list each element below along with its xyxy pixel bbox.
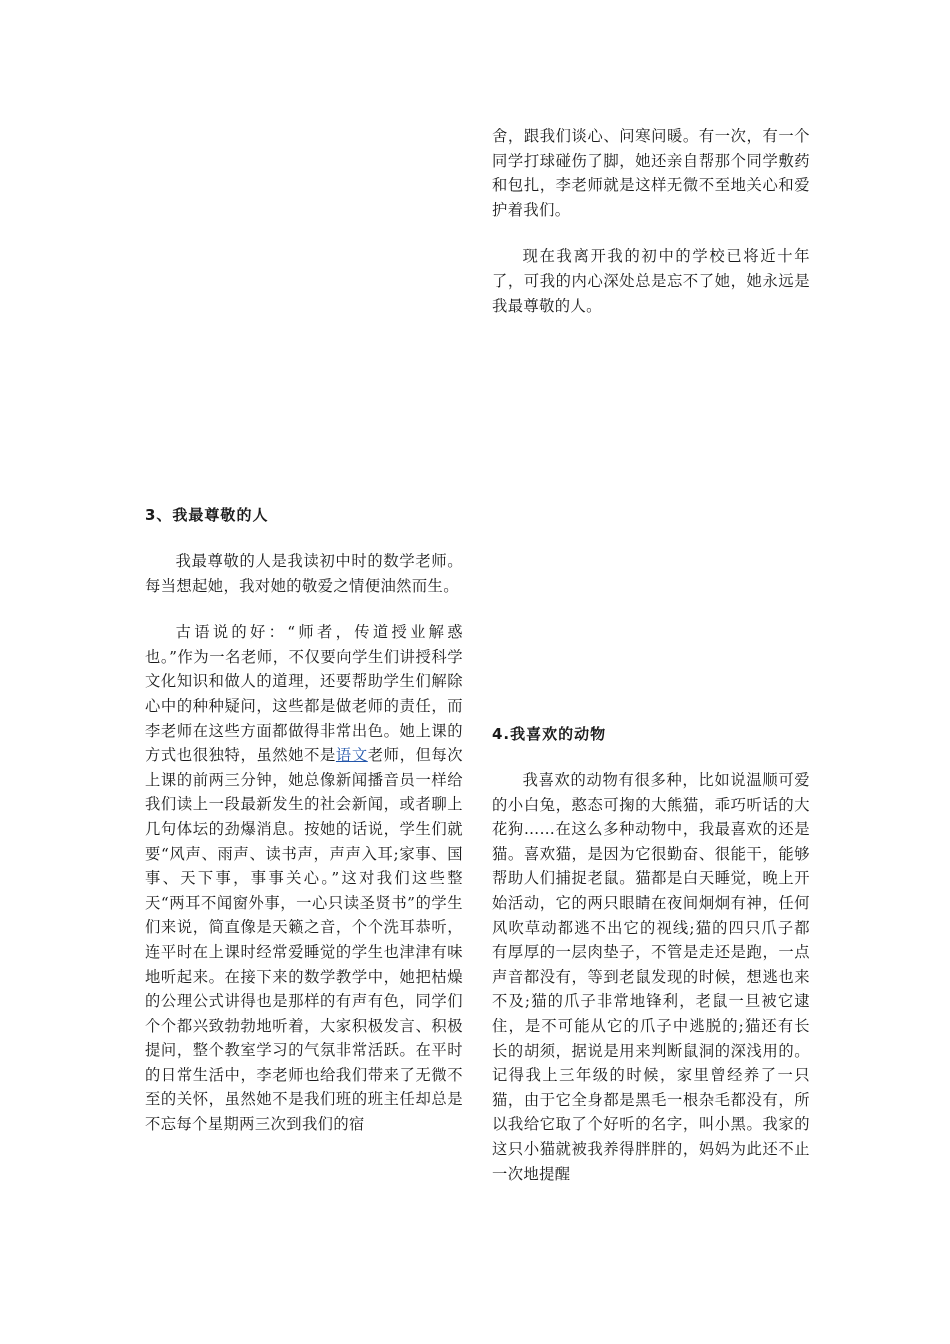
section-4-title: 4.我喜欢的动物 [492,725,607,743]
right-column-top [492,124,810,340]
section-3-paragraph-1: 我最尊敬的人是我读初中时的数学老师。每当想起她，我对她的敬爱之情便油然而生。 [145,552,463,595]
paragraph-text: 古语说的好：“师者，传道授业解惑也。”作为一名老师，不仅要向学生们讲授科学文化知识和做人的道理，还要帮助学生们解除心中的种种疑问，这些都是做老师的责任，而李老师在这些方面都做得非常出色。她上课的方式也很独特，虽然她不是 [145,623,463,765]
section-3-title: 3、我最尊敬的人 [145,506,269,524]
section-4 [492,722,810,1208]
paragraph-continuation: 舍，跟我们谈心、问寒问暖。有一次，有一个同学打球碰伤了脚，她还亲自帮那个同学敷药和包扎，李老师就是这样无微不至地关心和爱护着我们。 [492,127,810,219]
paragraph-text: 老师，但每次上课的前两三分钟，她总像新闻播音员一样给我们读上一段最新发生的社会新闻，或者聊上几句体坛的劲爆消息。按她的话说，学生们就要“风声、雨声、读书声，声声入耳;家事、国事、天下事，事事关心。”这对我们这些整天“两耳不闻窗外事，一心只读圣贤书”的学生们来说，简直像是天籁之音，个个洗耳恭听，连平时在上课时经常爱睡觉的学生也津津有味地听起来。在接下来的数学教学中，她把枯燥的公理公式讲得也是那样的有声有色，同学们个个都兴致勃勃地听着，大家积极发言、积极提问，整个教室学习的气氛非常活跃。在平时的日常生活中，李老师也给我们带来了无微不至的关怀，虽然她不是我们班的班主任却总是不忘每个星期两三次到我们的宿 [145,746,463,1134]
section-3 [145,503,463,1159]
yuwen-link[interactable]: 语文 [335,746,368,765]
paragraph-closing: 现在我离开我的初中的学校已将近十年了，可我的内心深处总是忘不了她，她永远是我最尊敬的人。 [492,247,810,315]
section-3-paragraph-2 [145,620,463,1136]
section-4-paragraph-1: 我喜欢的动物有很多种，比如说温顺可爱的小白兔，憨态可掬的大熊猫，乖巧听话的大花狗……在这么多种动物中，我最喜欢的还是猫。喜欢猫，是因为它很勤奋、很能干，能够帮助人们捕捉老鼠。猫都是白天睡觉，晚上开始活动，它的两只眼睛在夜间炯炯有神，任何风吹草动都逃不出它的视线;猫的四只爪子都有厚厚的一层肉垫子，不管是走还是跑，一点声音都没有，等到老鼠发现的时候，想逃也来不及;猫的爪子非常地锋利，老鼠一旦被它逮住，是不可能从它的爪子中逃脱的;猫还有长长的胡须，据说是用来判断鼠洞的深浅用的。记得我上三年级的时候，家里曾经养了一只猫，由于它全身都是黑毛一根杂毛都没有，所以我给它取了个好听的名字，叫小黑。我家的这只小猫就被我养得胖胖的，妈妈为此还不止一次地提醒 [492,771,810,1183]
